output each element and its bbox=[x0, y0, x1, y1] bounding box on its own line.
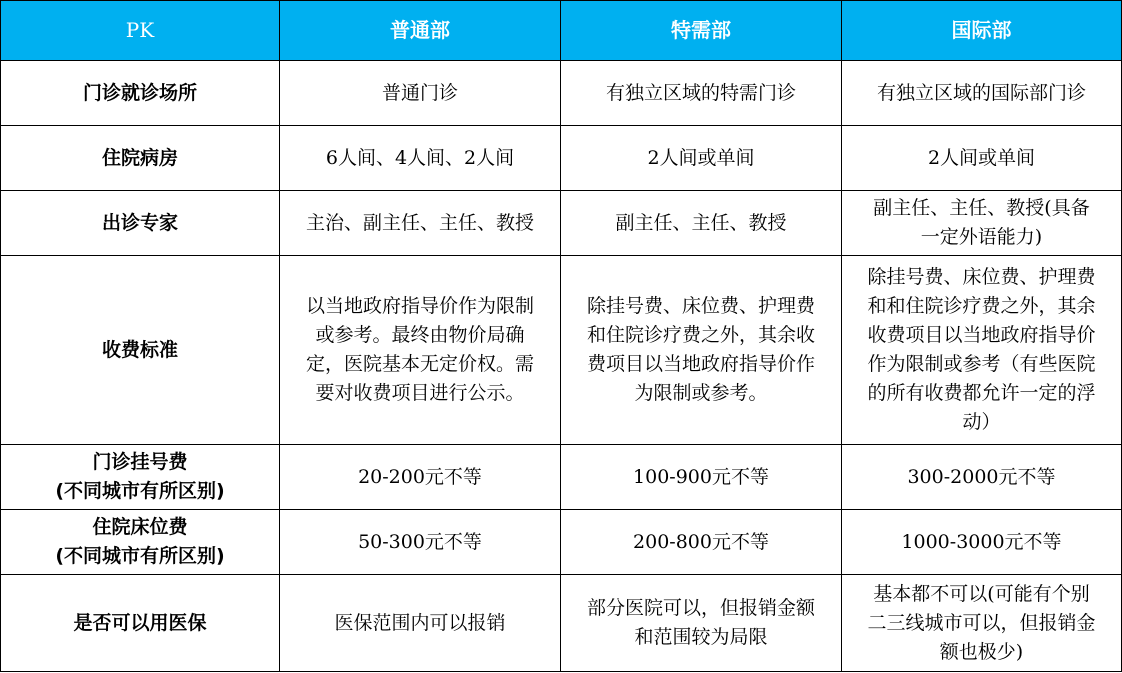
table-cell bbox=[561, 126, 842, 191]
table-cell bbox=[842, 256, 1122, 445]
cell-text-line: 收费项目以当地政府指导价 bbox=[867, 324, 1096, 346]
cell-text-line: (不同城市有所区别) bbox=[55, 480, 225, 502]
cell-text-line: 住院病房 bbox=[101, 146, 178, 169]
row-label bbox=[1, 61, 280, 126]
table-cell bbox=[280, 191, 561, 256]
table-cell bbox=[561, 575, 842, 672]
table-cell bbox=[280, 445, 561, 510]
cell-text-line: 门诊挂号费 bbox=[92, 451, 188, 473]
table-cell bbox=[842, 510, 1122, 575]
table-row-clinic-location bbox=[1, 61, 1122, 126]
table-cell bbox=[280, 126, 561, 191]
cell-text-line: 门诊就诊场所 bbox=[82, 81, 197, 104]
cell-text-line: 的所有收费都允许一定的浮 bbox=[867, 382, 1096, 404]
cell-text-line: 定，医院基本无定价权。需 bbox=[305, 353, 534, 375]
cell-text-line: 基本都不可以(可能有个别 bbox=[873, 582, 1090, 605]
cell-text-line: 1000-3000元不等 bbox=[901, 530, 1062, 553]
header-column-general: 普通部 bbox=[280, 1, 561, 61]
row-label bbox=[1, 445, 280, 510]
cell-text-line: 和和住院诊疗费之外，其余 bbox=[867, 295, 1096, 317]
table-cell bbox=[842, 575, 1122, 672]
table-row-fee-standard bbox=[1, 256, 1122, 445]
cell-text-line: 20-200元不等 bbox=[358, 465, 482, 488]
cell-text-line: 普通门诊 bbox=[381, 81, 458, 104]
cell-text-line: 部分医院可以，但报销金额 bbox=[586, 597, 815, 619]
cell-text-line: 和住院诊疗费之外，其余收 bbox=[586, 324, 815, 346]
table-cell bbox=[561, 61, 842, 126]
table-cell bbox=[842, 126, 1122, 191]
cell-text-line: 动） bbox=[962, 411, 1001, 433]
cell-text-line: 医保范围内可以报销 bbox=[334, 611, 506, 634]
table-cell bbox=[561, 191, 842, 256]
cell-text-line: 收费标准 bbox=[101, 338, 178, 361]
cell-text-line: 主治、副主任、主任、教授 bbox=[305, 211, 534, 234]
table-row-registration-fee bbox=[1, 445, 1122, 510]
header-column-vip: 特需部 bbox=[561, 1, 842, 61]
row-label bbox=[1, 256, 280, 445]
row-label bbox=[1, 126, 280, 191]
table-cell bbox=[561, 445, 842, 510]
cell-text-line: 一定外语能力) bbox=[920, 226, 1043, 248]
cell-text-line: 副主任、主任、教授(具备 bbox=[873, 197, 1090, 219]
cell-text-line: 200-800元不等 bbox=[633, 530, 769, 553]
row-label bbox=[1, 191, 280, 256]
table-row-insurance bbox=[1, 575, 1122, 672]
cell-text-line: 除挂号费、床位费、护理费 bbox=[867, 266, 1096, 288]
cell-text-line: 额也极少) bbox=[939, 640, 1024, 663]
cell-text-line: 6人间、4人间、2人间 bbox=[325, 146, 515, 169]
table-cell bbox=[842, 445, 1122, 510]
cell-text-line: 副主任、主任、教授 bbox=[615, 211, 787, 234]
table-cell bbox=[561, 510, 842, 575]
row-label bbox=[1, 510, 280, 575]
table-cell bbox=[842, 61, 1122, 126]
cell-text-line: 或参考。最终由物价局确 bbox=[315, 324, 525, 346]
cell-text-line: 有独立区域的特需门诊 bbox=[605, 81, 796, 104]
cell-text-line: 为限制或参考。 bbox=[634, 382, 768, 404]
table-row-ward bbox=[1, 126, 1122, 191]
cell-text-line: 以当地政府指导价作为限制 bbox=[305, 295, 534, 317]
cell-text-line: 和范围较为局限 bbox=[634, 626, 768, 648]
row-label bbox=[1, 575, 280, 672]
cell-text-line: 作为限制或参考（有些医院 bbox=[867, 353, 1096, 375]
table-cell bbox=[561, 256, 842, 445]
cell-text-line: 二三线城市可以，但报销金 bbox=[867, 611, 1096, 634]
cell-text-line: 费项目以当地政府指导价作 bbox=[586, 353, 815, 375]
cell-text-line: 住院床位费 bbox=[92, 516, 188, 538]
table-cell bbox=[280, 575, 561, 672]
table-row-experts bbox=[1, 191, 1122, 256]
table-cell bbox=[280, 510, 561, 575]
cell-text-line: 100-900元不等 bbox=[633, 465, 769, 488]
cell-text-line: 2人间或单间 bbox=[927, 146, 1036, 169]
cell-text-line: 50-300元不等 bbox=[358, 530, 482, 553]
cell-text-line: 2人间或单间 bbox=[647, 146, 755, 169]
cell-text-line: 是否可以用医保 bbox=[73, 611, 207, 634]
table-cell bbox=[280, 61, 561, 126]
cell-text-line: 有独立区域的国际部门诊 bbox=[876, 81, 1086, 104]
header-corner: PK bbox=[1, 1, 280, 61]
table-cell bbox=[280, 256, 561, 445]
cell-text-line: 300-2000元不等 bbox=[907, 465, 1056, 488]
cell-text-line: 要对收费项目进行公示。 bbox=[315, 382, 525, 404]
header-column-international: 国际部 bbox=[842, 1, 1122, 61]
cell-text-line: 出诊专家 bbox=[101, 211, 178, 234]
table-row-bed-fee bbox=[1, 510, 1122, 575]
header-row bbox=[1, 1, 1122, 61]
table-cell bbox=[842, 191, 1122, 256]
cell-text-line: (不同城市有所区别) bbox=[55, 545, 225, 567]
cell-text-line: 除挂号费、床位费、护理费 bbox=[586, 295, 815, 317]
